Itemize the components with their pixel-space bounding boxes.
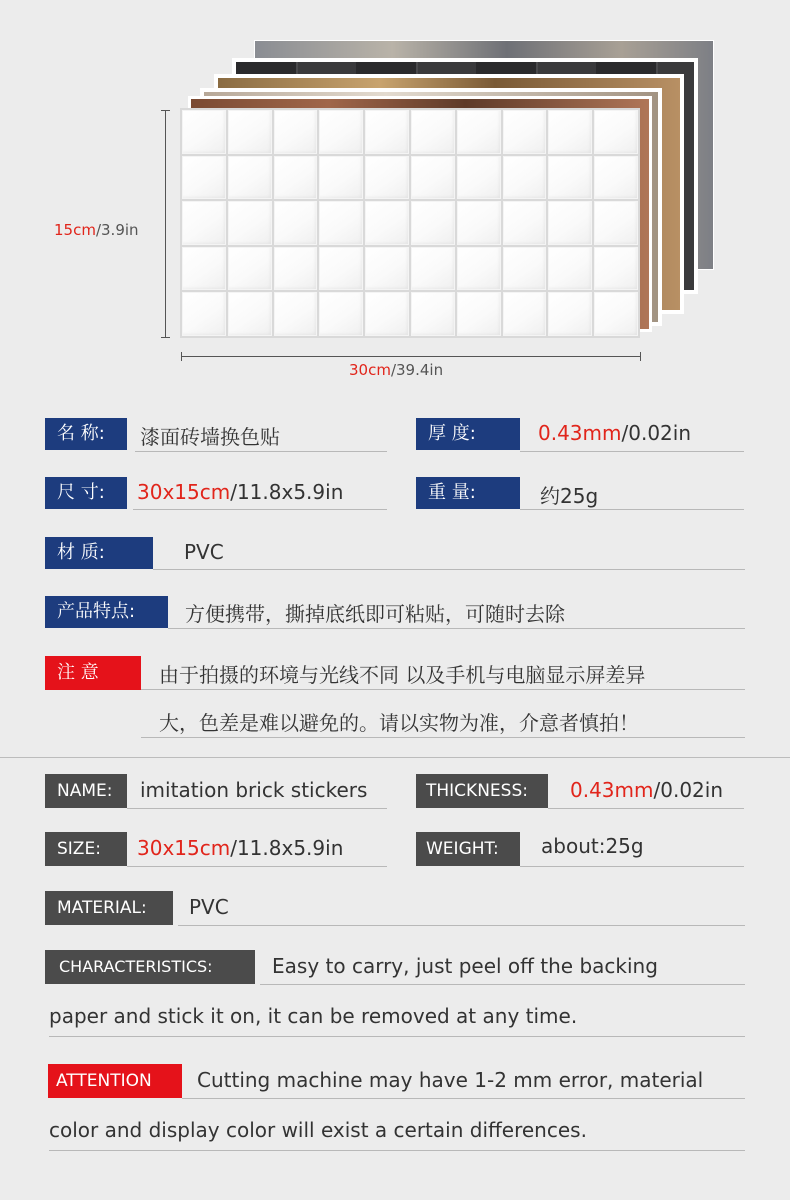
tile — [503, 156, 547, 200]
tile — [503, 110, 547, 154]
tile — [457, 110, 501, 154]
en-material-value: PVC — [189, 895, 229, 919]
cn-features-label: 产品特点: — [45, 596, 168, 628]
cn-weight-value: 约25g — [540, 484, 599, 508]
tile — [457, 292, 501, 336]
width-dimension-line — [181, 356, 641, 357]
en-thickness-value: 0.43mm/0.02in — [570, 778, 724, 802]
cn-attention-line2: 大，色差是难以避免的。请以实物为准，介意者慎拍！ — [159, 711, 639, 735]
tile — [457, 201, 501, 245]
tile — [411, 292, 455, 336]
tile — [228, 201, 272, 245]
cn-material-value: PVC — [184, 540, 224, 564]
cn-size-value: 30x15cm/11.8x5.9in — [137, 480, 344, 504]
cn-attention-line1: 由于拍摄的环境与光线不同 以及手机与电脑显示屏差异 — [159, 663, 646, 687]
tile — [411, 201, 455, 245]
tile — [274, 247, 318, 291]
en-attention-label: ATTENTION — [48, 1064, 182, 1098]
tile — [319, 201, 363, 245]
en-size-label: SIZE: — [45, 832, 127, 866]
tile — [457, 156, 501, 200]
tile — [182, 201, 226, 245]
en-characteristics-label: CHARACTERISTICS: — [45, 950, 255, 984]
height-dimension-label: 15cm/3.9in — [54, 221, 139, 239]
tile — [594, 110, 638, 154]
tile — [548, 156, 592, 200]
tile — [365, 247, 409, 291]
white-tile-sheet — [180, 108, 640, 338]
tile — [365, 292, 409, 336]
tile — [503, 201, 547, 245]
cn-weight-label: 重 量: — [416, 477, 520, 509]
en-name-label: NAME: — [45, 774, 127, 808]
section-divider — [0, 757, 790, 758]
en-weight-value: about:25g — [541, 834, 644, 858]
tile — [548, 110, 592, 154]
tile — [228, 110, 272, 154]
width-dimension-label: 30cm/39.4in — [349, 361, 444, 379]
en-material-label: MATERIAL: — [45, 891, 173, 925]
tile — [411, 110, 455, 154]
cn-thickness-label: 厚 度: — [416, 418, 520, 450]
tile — [503, 292, 547, 336]
tile — [548, 292, 592, 336]
en-attention-line2: color and display color will exist a certain differences. — [49, 1118, 587, 1142]
tile — [319, 292, 363, 336]
tile — [182, 247, 226, 291]
cn-name-value: 漆面砖墙换色贴 — [140, 425, 280, 449]
cn-thickness-value: 0.43mm/0.02in — [538, 421, 692, 445]
cn-name-label: 名 称: — [45, 418, 127, 450]
tile — [503, 247, 547, 291]
tile — [228, 247, 272, 291]
en-size-value: 30x15cm/11.8x5.9in — [137, 836, 344, 860]
tile — [594, 292, 638, 336]
en-name-value: imitation brick stickers — [140, 778, 368, 802]
tile — [319, 247, 363, 291]
tile — [411, 247, 455, 291]
tile — [594, 156, 638, 200]
cn-size-label: 尺 寸: — [45, 477, 127, 509]
tile — [365, 156, 409, 200]
tile — [457, 247, 501, 291]
tile — [594, 247, 638, 291]
cn-attention-label: 注 意 — [45, 656, 141, 690]
tile — [365, 110, 409, 154]
tile — [548, 201, 592, 245]
tile — [319, 110, 363, 154]
tile — [319, 156, 363, 200]
en-thickness-label: THICKNESS: — [416, 774, 548, 808]
en-weight-label: WEIGHT: — [416, 832, 520, 866]
tile — [594, 201, 638, 245]
tile — [228, 156, 272, 200]
cn-material-label: 材 质: — [45, 537, 153, 569]
tile — [182, 292, 226, 336]
tile — [548, 247, 592, 291]
en-attention-line1: Cutting machine may have 1-2 mm error, material — [197, 1068, 704, 1092]
tile — [274, 156, 318, 200]
tile — [274, 201, 318, 245]
height-dimension-line — [165, 110, 166, 338]
tile — [274, 292, 318, 336]
tile — [182, 110, 226, 154]
tile — [365, 201, 409, 245]
product-image — [0, 0, 790, 390]
cn-features-value: 方便携带，撕掉底纸即可粘贴，可随时去除 — [185, 602, 565, 626]
tile — [411, 156, 455, 200]
tile — [182, 156, 226, 200]
en-characteristics-line1: Easy to carry, just peel off the backing — [272, 954, 658, 978]
en-characteristics-line2: paper and stick it on, it can be removed at any time. — [49, 1004, 578, 1028]
tile — [228, 292, 272, 336]
tile — [274, 110, 318, 154]
